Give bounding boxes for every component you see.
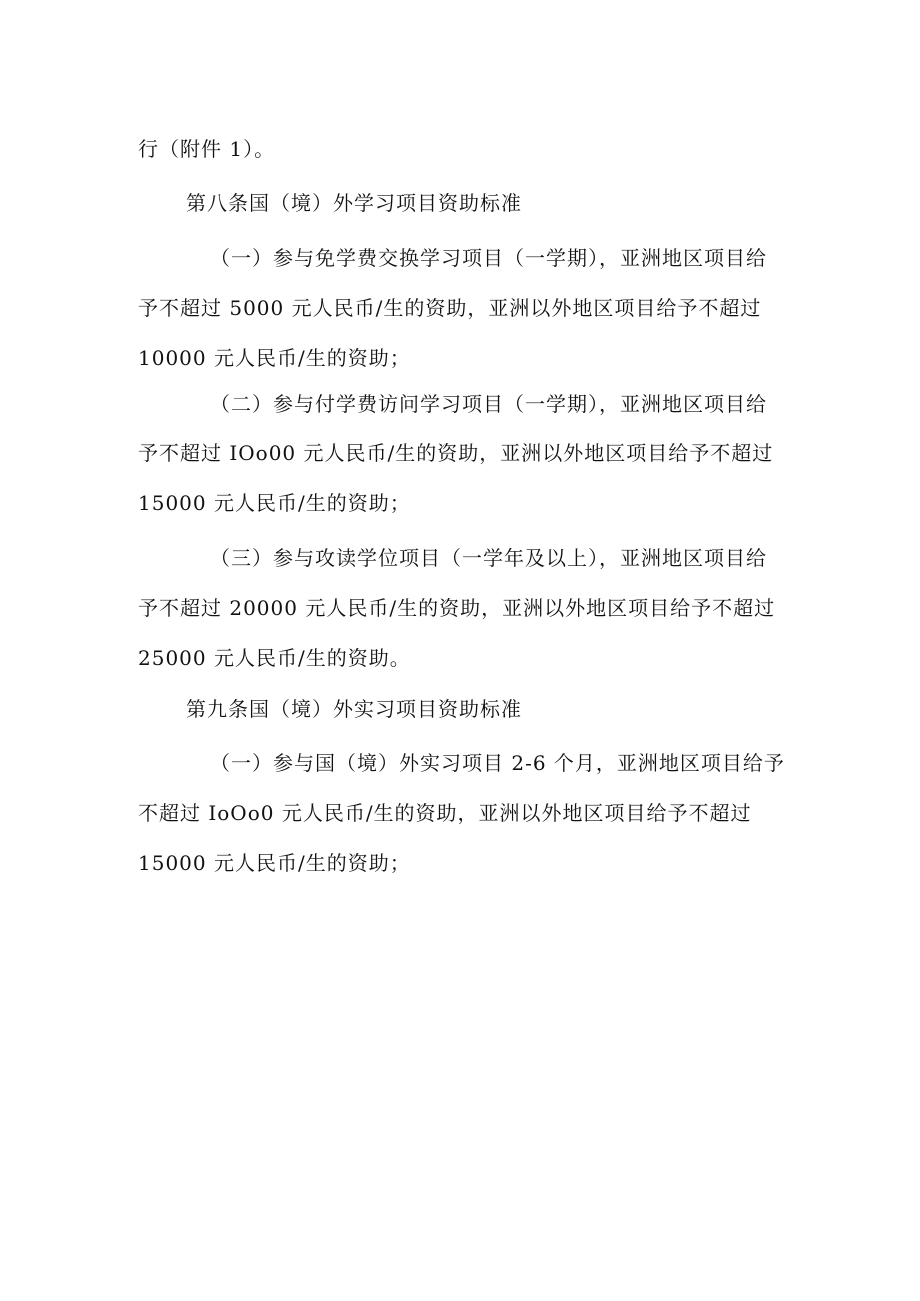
text-line: 25000 元人民币/生的资助。	[138, 646, 411, 670]
text-line: 予不超过 5000 元人民币/生的资助，亚洲以外地区项目给予不超过	[138, 296, 762, 320]
text-line: （一）参与免学费交换学习项目（一学期），亚洲地区项目给	[210, 246, 767, 270]
text-line: 行（附件 1）。	[138, 137, 276, 161]
text-line: （一）参与国（境）外实习项目 2-6 个月，亚洲地区项目给予	[210, 751, 785, 775]
text-line: （三）参与攻读学位项目（一学年及以上），亚洲地区项目给	[210, 546, 767, 570]
text-line: （二）参与付学费访问学习项目（一学期），亚洲地区项目给	[210, 392, 767, 416]
text-line: 予不超过 IOo00 元人民币/生的资助，亚洲以外地区项目给予不超过	[138, 441, 774, 465]
text-line: 15000 元人民币/生的资助；	[138, 851, 411, 875]
text-line: 不超过 IoOo0 元人民币/生的资助，亚洲以外地区项目给予不超过	[138, 801, 752, 825]
text-line: 10000 元人民币/生的资助；	[138, 346, 411, 370]
text-line: 15000 元人民币/生的资助；	[138, 491, 411, 515]
text-line: 予不超过 20000 元人民币/生的资助，亚洲以外地区项目给予不超过	[138, 596, 776, 620]
article-heading: 第八条国（境）外学习项目资助标准	[186, 191, 522, 215]
article-heading: 第九条国（境）外实习项目资助标准	[186, 697, 522, 721]
